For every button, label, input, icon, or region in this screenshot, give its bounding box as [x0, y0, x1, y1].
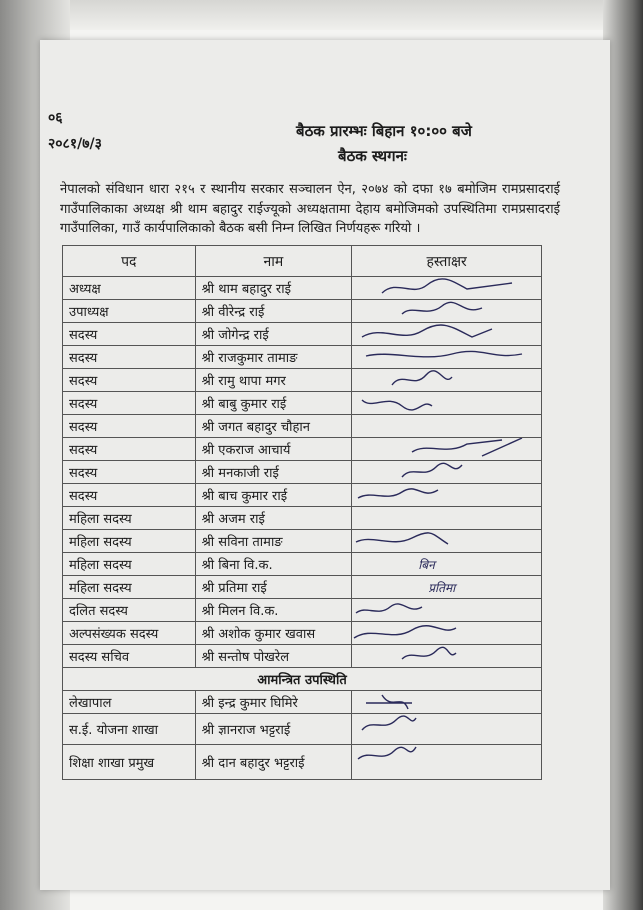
role-cell: शिक्षा शाखा प्रमुख	[63, 745, 196, 780]
signature-cell	[352, 530, 542, 553]
signature-cell	[352, 415, 542, 438]
name-cell: श्री इन्द्र कुमार घिमिरे	[195, 691, 352, 714]
table-row	[63, 691, 542, 714]
meeting-start-time: बैठक प्रारम्भः बिहान १०:०० बजे	[296, 122, 472, 140]
table-row	[63, 438, 542, 461]
signature-mark	[352, 277, 542, 299]
role-cell: लेखापाल	[63, 691, 196, 714]
signature-cell	[352, 392, 542, 415]
signature-mark	[352, 300, 542, 322]
intro-paragraph: नेपालको संविधान धारा २१५ र स्थानीय सरकार सञ्चालन ऐन, २०७४ को दफा १७ बमोजिम रामप्रसादराई गाउँपालिकाका अध्यक्ष श्री थाम बहादुर राईज्यूको अध्यक्षतामा देहाय बमोजिमको उपस्थितिमा रामप्रसादराई गाउँपालिका, गाउँ कार्यपालिकाको बैठक बसी निम्न लिखित निर्णयहरू गरियो ।	[60, 182, 560, 236]
name-cell: श्री बिना वि.क.	[195, 553, 352, 576]
signature-mark	[352, 745, 542, 767]
table-row	[63, 461, 542, 484]
signature-mark	[352, 346, 542, 368]
role-cell: सदस्य सचिव	[63, 645, 196, 668]
table-row	[63, 553, 542, 576]
role-cell: महिला सदस्य	[63, 553, 196, 576]
signature-mark	[352, 530, 542, 552]
signature-cell	[352, 323, 542, 346]
invited-heading: आमन्त्रित उपस्थिति	[63, 668, 542, 691]
invited-heading-row	[63, 668, 542, 691]
name-cell: श्री प्रतिमा राई	[195, 576, 352, 599]
signature-cell	[352, 599, 542, 622]
table-row	[63, 277, 542, 300]
signature-cell	[352, 461, 542, 484]
table-row	[63, 346, 542, 369]
role-cell: सदस्य	[63, 323, 196, 346]
header-role: पद	[63, 246, 196, 277]
scan-top-strip	[60, 0, 620, 30]
table-header-row	[63, 246, 542, 277]
name-cell: श्री रामु थापा मगर	[195, 369, 352, 392]
name-cell: श्री बाच कुमार राई	[195, 484, 352, 507]
role-cell: सदस्य	[63, 484, 196, 507]
name-cell: श्री सविना तामाङ	[195, 530, 352, 553]
table-row	[63, 745, 542, 780]
signature-cell	[352, 300, 542, 323]
signature-cell	[352, 645, 542, 668]
signature-cell	[352, 507, 542, 530]
signature-mark	[352, 484, 542, 506]
table-row	[63, 645, 542, 668]
name-cell: श्री अशोक कुमार खवास	[195, 622, 352, 645]
role-cell: महिला सदस्य	[63, 530, 196, 553]
reference-number: ०६	[48, 110, 63, 126]
table-row	[63, 507, 542, 530]
name-cell: श्री बाबु कुमार राई	[195, 392, 352, 415]
signature-cell	[352, 438, 542, 461]
table-row	[63, 484, 542, 507]
signature-cell	[352, 484, 542, 507]
table-row	[63, 392, 542, 415]
role-cell: दलित सदस्य	[63, 599, 196, 622]
signature-cell	[352, 369, 542, 392]
role-cell: सदस्य	[63, 392, 196, 415]
role-cell: अल्पसंख्यक सदस्य	[63, 622, 196, 645]
signature-mark	[352, 461, 542, 483]
role-cell: अध्यक्ष	[63, 277, 196, 300]
table-row	[63, 599, 542, 622]
signature-cell	[352, 346, 542, 369]
table-row	[63, 369, 542, 392]
role-cell: सदस्य	[63, 346, 196, 369]
name-cell: श्री मिलन वि.क.	[195, 599, 352, 622]
attendance-table	[62, 245, 542, 780]
signature-cell	[352, 714, 542, 745]
name-cell: श्री अजम राई	[195, 507, 352, 530]
signature-mark	[352, 691, 542, 713]
role-cell: सदस्य	[63, 438, 196, 461]
header-signature: हस्ताक्षर	[352, 246, 542, 277]
signature-cell	[352, 745, 542, 780]
signature-cell	[352, 576, 542, 599]
signature-cell	[352, 622, 542, 645]
name-cell: श्री जगत बहादुर चौहान	[195, 415, 352, 438]
table-row	[63, 576, 542, 599]
name-cell: श्री वीरेन्द्र राई	[195, 300, 352, 323]
role-cell: सदस्य	[63, 415, 196, 438]
signature-mark	[352, 392, 542, 414]
header-name: नाम	[195, 246, 352, 277]
signature-cell	[352, 553, 542, 576]
signature-mark	[352, 438, 542, 460]
reference-date: २०८१/७/३	[48, 136, 102, 152]
table-row	[63, 300, 542, 323]
role-cell: महिला सदस्य	[63, 576, 196, 599]
table-row	[63, 530, 542, 553]
name-cell: श्री एकराज आचार्य	[195, 438, 352, 461]
meeting-place: बैठक स्थगनः	[338, 147, 407, 165]
signature-text: प्रतिमा	[428, 580, 456, 595]
table-row	[63, 622, 542, 645]
signature-mark	[352, 599, 542, 621]
name-cell: श्री थाम बहादुर राई	[195, 277, 352, 300]
signature-mark	[352, 645, 542, 667]
name-cell: श्री दान बहादुर भट्टराई	[195, 745, 352, 780]
role-cell: महिला सदस्य	[63, 507, 196, 530]
signature-text: बिन	[418, 557, 435, 572]
table-row	[63, 323, 542, 346]
signature-cell	[352, 691, 542, 714]
signature-cell	[352, 277, 542, 300]
name-cell: श्री ज्ञानराज भट्टराई	[195, 714, 352, 745]
name-cell: श्री मनकाजी राई	[195, 461, 352, 484]
signature-mark	[352, 622, 542, 644]
table-row	[63, 415, 542, 438]
table-row	[63, 714, 542, 745]
signature-mark	[352, 714, 542, 736]
name-cell: श्री राजकुमार तामाङ	[195, 346, 352, 369]
role-cell: सदस्य	[63, 461, 196, 484]
role-cell: उपाध्यक्ष	[63, 300, 196, 323]
role-cell: स.ई. योजना शाखा	[63, 714, 196, 745]
signature-mark	[352, 323, 542, 345]
role-cell: सदस्य	[63, 369, 196, 392]
name-cell: श्री जोगेन्द्र राई	[195, 323, 352, 346]
name-cell: श्री सन्तोष पोखरेल	[195, 645, 352, 668]
signature-mark	[352, 369, 542, 391]
